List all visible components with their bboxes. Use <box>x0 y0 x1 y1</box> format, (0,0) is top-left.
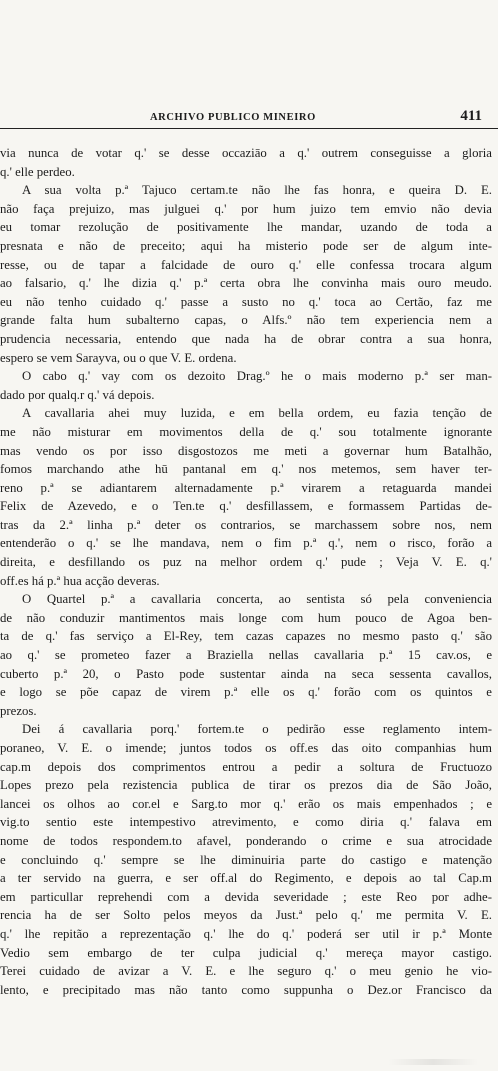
text-line: e concluindo q.' sempre se lhe diminuiria parte do castigo e matenção <box>0 852 492 867</box>
text-line: prezos. <box>0 703 37 718</box>
text-line: vig.to sentio este intempestivo atrevimento, e como diria q.' falava em <box>0 815 492 830</box>
text-line: off.es há p.ª hua acção deveras. <box>0 573 160 588</box>
text-line: lento, e precipitado mas não tanto como suppunha o Dez.or Francisco da <box>0 982 492 997</box>
text-line: prudencia necessaria, entendo que nada ha de obrar contra a sua honra, <box>0 331 492 346</box>
text-line: rencia ha de ser Solto pelos meyos da Just.ª pelo q.' me permita V. E. <box>0 908 492 923</box>
text-line: Lopes prezo pela rezistencia publica de tirar os prezos dia de São João, <box>0 778 492 793</box>
page-number: 411 <box>460 108 482 124</box>
text-line: q.' elle perdeo. <box>0 164 75 179</box>
text-line: grande falta hum subalterno capas, o Alfs.º não tem experiencia nem a <box>0 313 492 328</box>
scan-smudge <box>388 1059 478 1065</box>
text-line: de não conduzir mantimentos mais longe com hum pouco de Agoa ben- <box>0 610 492 625</box>
text-line: nome de todos respondem.to afavel, ponderando o crime e sua atrocidade <box>0 833 492 848</box>
text-line: q.' lhe repitão a reprezentação q.' lhe do q.' poderá ser util ir p.ª Monte <box>0 926 492 941</box>
text-line: direita, e desfillando os puz na melhor ordem q.' pude ; Veja V. E. q.' <box>0 555 492 570</box>
text-line: cap.m depois dos comprimentos entrou a pedir a soltura de Fructuozo <box>0 759 492 774</box>
text-line: não faça prejuizo, mas julguei q.' por hum juizo tem emvio não devia <box>0 201 492 216</box>
text-line: ao q.' se prometeo fazer a Braziella nellas cavallaria p.ª 15 cav.os, e <box>0 648 492 663</box>
header-rule <box>0 128 498 129</box>
text-line: em particullar reprehendi com a devida severidade ; este Reo por adhe- <box>0 889 492 904</box>
text-line: presnata e não de preceito; aqui ha misterio pode ser de algum inte- <box>0 238 492 253</box>
text-line: via nunca de votar q.' se desse occaziāo a q.' outrem conseguisse a gloria <box>0 146 492 160</box>
text-line: entenderão o q.' se lhe mandava, nem o fim p.ª q.', nem o risco, forão a <box>0 536 492 551</box>
text-line: e logo se põe capaz de virem p.ª elle os q.' forão com os quintos e <box>0 685 492 700</box>
text-line: tras da 2.ª linha p.ª deter os contrarios, se marchassem sobre nos, nem <box>0 517 492 532</box>
text-line: lancei os olhos ao cor.el e Sarg.to mor q.' erão os mais empenhados ; e <box>0 796 492 811</box>
running-head: ARCHIVO PUBLICO MINEIRO <box>150 112 316 123</box>
text-line: A sua volta p.ª Tajuco certam.te não lhe fas honra, e queira D. E. <box>22 183 492 198</box>
text-line: Vedio sem embargo de ter culpa judicial q.' mereça mayor castigo. <box>0 945 492 960</box>
text-line: dado por qualq.r q.' vá depois. <box>0 387 155 402</box>
body-text <box>0 144 492 999</box>
text-line: a ter servido na guerra, e ser off.al do Regimento, e depois ao tal Cap.m <box>0 871 492 886</box>
text-line: me não misturar em movimentos della de q.' sou totalmente ignorante <box>0 424 492 439</box>
text-line: reno p.ª se adiantarem alternadamente p.ª virarem a retaguarda mandei <box>0 480 492 495</box>
text-line: eu tomar rezolução de positivamente lhe mandar, uzando de toda a <box>0 220 492 235</box>
text-line: O cabo q.' vay com os dezoito Drag.º he o mais moderno p.ª ser man- <box>22 369 492 384</box>
text-line: resse, ou de tapar a falcidade de ouro q.' elle confessa trocara algum <box>0 257 492 272</box>
text-line: O Quartel p.ª a cavallaria concerta, ao sentista só pela conveniencia <box>22 592 492 607</box>
text-line: ta de q.' fas serviço a El-Rey, tem cazas capazes no mesmo pasto q.' são <box>0 629 492 644</box>
text-line: eu não tenho cuidado q.' passe a susto no q.' toca ao Certão, faz me <box>0 294 492 309</box>
text-line: cuberto p.ª 20, o Pasto pode sustentar ainda na seca sessenta cavallos, <box>0 666 492 681</box>
text-line: Felix de Azevedo, e o Ten.te q.' desfillassem, e formassem Partidas de- <box>0 499 492 514</box>
text-line: Terei cuidado de avizar a V. E. e lhe seguro q.' o meu genio he vio- <box>0 964 492 979</box>
text-line: A cavallaria ahei muy luzida, e em bella ordem, eu fazia tenção de <box>22 406 492 421</box>
text-line: Dei á cavallaria porq.' fortem.te o pedirão esse reglamento intem- <box>22 722 492 737</box>
page-header <box>0 108 498 128</box>
text-line: fomos marchando athe hū pantanal em q.' nos metemos, sem haver ter- <box>0 462 492 477</box>
text-line: mas vendo os por isso disgostozos me meti a governar hum Batalhão, <box>0 443 492 458</box>
text-line: poraneo, V. E. o imende; juntos todos os off.es das oito companhias hum <box>0 741 492 755</box>
text-line: ao falsario, q.' lhe dizia q.' p.ª certa obra lhe convinha mais ouro meudo. <box>0 276 492 291</box>
text-line: espero se vem Sarayva, ou o que V. E. ordena. <box>0 350 237 365</box>
